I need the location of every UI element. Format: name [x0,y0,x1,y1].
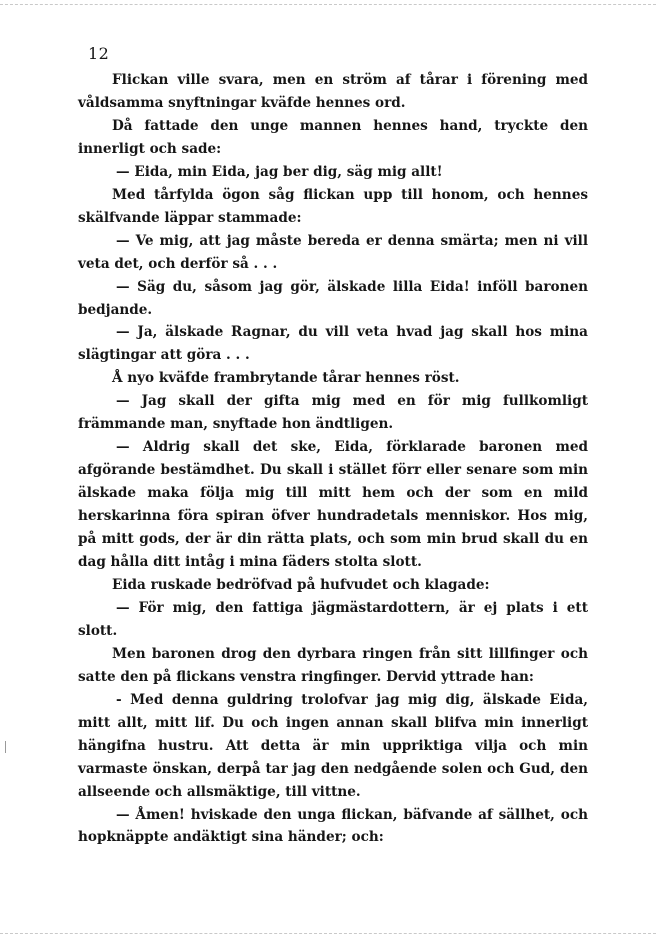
paragraph: Då fattade den unge mannen hennes hand, tryckte den innerligt och sade: [78,117,588,157]
paragraph: — Åmen! hviskade den unga flickan, bäfvande af sällhet, och hopknäppte andäktigt sina händer; och: [78,806,588,846]
margin-mark [5,741,6,753]
paragraph: Men baronen drog den dyrbara ringen från sitt lillfinger och satte den på flickans venstra ringfinger. Dervid yttrade han: [78,645,588,685]
paragraph: — Jag skall der gifta mig med en för mig fullkomligt främmande man, snyftade hon ändtligen. [78,393,588,433]
paragraph: — För mig, den fattiga jägmästardottern, är ej plats i ett slott. [78,599,588,639]
paragraph: — Säg du, såsom jag gör, älskade lilla Eida! inföll baronen bedjande. [78,278,588,318]
paragraph: — Ja, älskade Ragnar, du vill veta hvad jag skall hos mina slägtingar att göra . . . [78,324,588,364]
body-text [78,69,588,849]
paragraph: — Ve mig, att jag måste bereda er denna smärta; men ni vill veta det, och derför så . . . [78,232,588,272]
page-number: 12 [88,44,110,63]
top-scan-edge [0,4,656,5]
paragraph: Å nyo kväfde frambrytande tårar hennes röst. [112,370,460,387]
paragraph: Eida ruskade bedröfvad på hufvudet och klagade: [112,576,490,593]
paragraph: Med tårfylda ögon såg flickan upp till honom, och hennes skälfvande läppar stammade: [78,186,588,226]
bottom-scan-edge [0,933,656,934]
paragraph: — Eida, min Eida, jag ber dig, säg mig allt! [116,163,443,180]
paragraph: - Med denna guldring trolofvar jag mig dig, älskade Eida, mitt allt, mitt lif. Du och ingen annan skall blifva min innerligt hängifna hustru. Att detta är min uppriktiga vilja och min varmaste önskan, derpå tar jag den nedgående solen och Gud, den allseende och allsmäktige, till vittne. [78,691,588,800]
paragraph: — Aldrig skall det ske, Eida, förklarade baronen med afgörande bestämdhet. Du skall i stället förr eller senare som min älskade maka följa mig till mitt hem och der som en mild herskarinna föra spiran öfver hundradetals menniskor. Hos mig, på mitt gods, der är din rätta plats, och som min brud skall du en dag hålla ditt intåg i mina fäders stolta slott. [78,439,588,571]
paragraph: Flickan ville svara, men en ström af tårar i förening med våldsamma snyftningar kväfde hennes ord. [78,72,588,111]
